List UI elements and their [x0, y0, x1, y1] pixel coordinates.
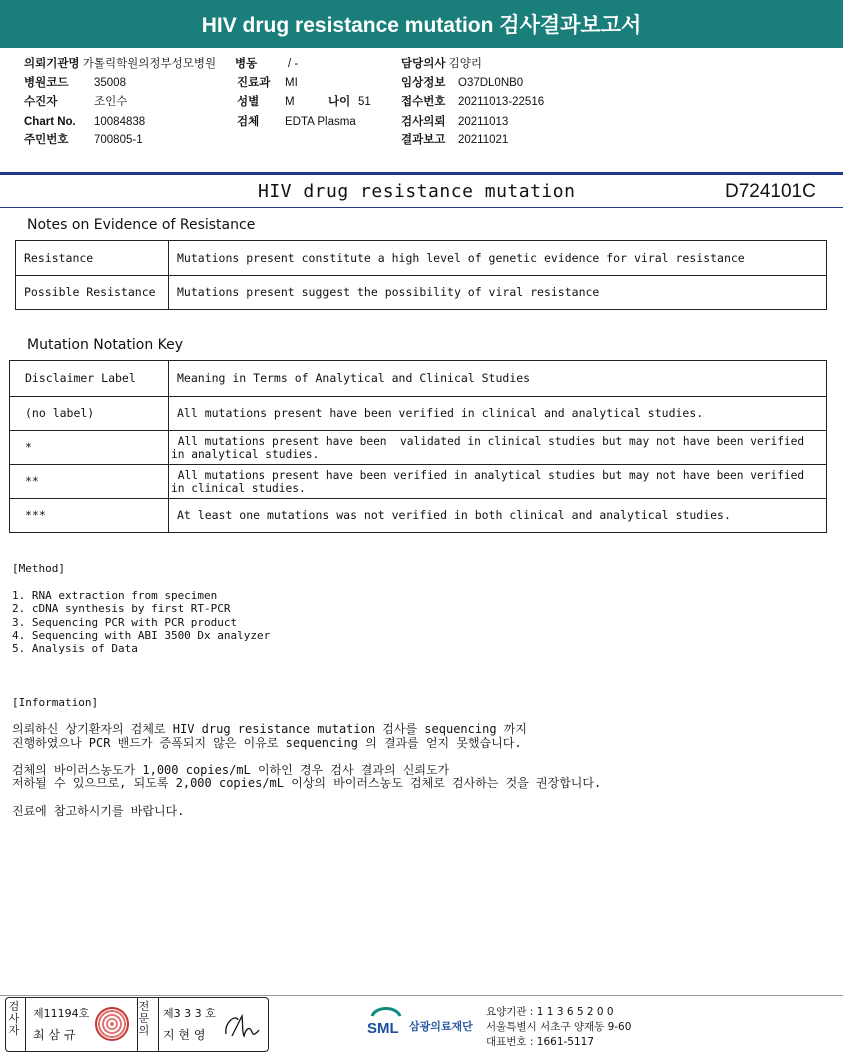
- key-label: (no label): [10, 397, 169, 431]
- information-heading: [Information]: [12, 696, 99, 709]
- information-text: 저하될 수 있으므로, 되도록 2,000 copies/mL 이상의 바이러스농도 검체로 검사하는 것을 권장합니다.: [12, 776, 602, 790]
- clinical-value: O37DL0NB0: [458, 77, 524, 89]
- age-value: 51: [358, 96, 371, 108]
- chart-label: Chart No.: [24, 116, 76, 128]
- table-row: [10, 431, 827, 465]
- notes-text: Mutations present suggest the possibility of viral resistance: [169, 276, 827, 310]
- resident-label: 주민번호: [24, 134, 69, 146]
- official-seal: [95, 1007, 129, 1041]
- address: 서울특별시 서초구 양재동 9-60: [486, 1021, 632, 1033]
- receipt-value: 20211013-22516: [458, 96, 545, 108]
- specialist-no: 제3 3 3 호: [163, 1007, 216, 1020]
- notes-table: [15, 240, 827, 310]
- key-heading: Mutation Notation Key: [27, 337, 184, 353]
- key-text: All mutations present have been verified in clinical and analytical studies.: [169, 397, 827, 431]
- notes-label: Possible Resistance: [16, 276, 169, 310]
- table-row: [10, 361, 827, 397]
- report-header-title: HIV drug resistance mutation 검사결과보고서: [201, 14, 642, 37]
- table-row: [16, 241, 827, 276]
- key-text: Meaning in Terms of Analytical and Clinical Studies: [169, 361, 827, 397]
- examiner-vertical-label: [8, 1001, 22, 1037]
- method-step: 3. Sequencing PCR with PCR product: [12, 616, 238, 629]
- chart-value: 10084838: [94, 116, 146, 128]
- ward-value: / -: [288, 58, 299, 70]
- recipient-label: 수진자: [24, 96, 58, 108]
- code-value: 35008: [94, 77, 126, 89]
- examiner-name: 최 삼 규: [33, 1028, 76, 1042]
- report-title: HIV drug resistance mutation: [258, 181, 576, 202]
- key-text: At least one mutations was not verified in both clinical and analytical studies.: [169, 499, 827, 533]
- institution-number: 요양기관 : 1 1 3 6 5 2 0 0: [486, 1006, 614, 1018]
- method-step: 4. Sequencing with ABI 3500 Dx analyzer: [12, 629, 271, 642]
- method-heading: [Method]: [12, 562, 65, 575]
- method-step: 5. Analysis of Data: [12, 642, 138, 655]
- header-rule-thin: [0, 207, 843, 208]
- examiner-vertical-text: 검사자: [8, 1000, 20, 1037]
- organization-contact: [486, 1005, 631, 1050]
- key-label: ***: [10, 499, 169, 533]
- sml-logo-text: SML: [367, 1020, 399, 1037]
- signature: [222, 1010, 262, 1042]
- specimen-value: EDTA Plasma: [285, 116, 356, 128]
- code-label: 병원코드: [24, 77, 69, 89]
- table-row: [16, 276, 827, 310]
- dept-label: 진료과: [237, 77, 271, 89]
- report-date-label: 결과보고: [401, 134, 446, 146]
- information-text: 검체의 바이러스농도가 1,000 copies/mL 이하인 경우 검사 결과의 신뢰도가: [12, 763, 450, 777]
- doctor-label: 담당의사: [401, 58, 446, 70]
- dept-value: MI: [285, 77, 298, 89]
- examiner-no: 제11194호: [33, 1007, 90, 1020]
- table-row: [10, 465, 827, 499]
- sml-logo-icon: [366, 1004, 406, 1042]
- key-text: All mutations present have been validated in clinical studies but may not have been verified in analytical studies.: [169, 431, 827, 465]
- notes-text: Mutations present constitute a high level of genetic evidence for viral resistance: [169, 241, 827, 276]
- recipient-value: 조인수: [94, 96, 128, 108]
- key-table: [9, 360, 827, 533]
- key-label: *: [10, 431, 169, 465]
- report-date-value: 20211021: [458, 134, 509, 146]
- key-label: Disclaimer Label: [10, 361, 169, 397]
- notes-heading: Notes on Evidence of Resistance: [27, 217, 256, 233]
- request-value: 20211013: [458, 116, 509, 128]
- report-code: D724101C: [725, 181, 816, 202]
- information-text: 진료에 참고하시기를 바랍니다.: [12, 804, 185, 818]
- notes-label: Resistance: [16, 241, 169, 276]
- sex-value: M: [285, 96, 295, 108]
- footer-rule: [0, 995, 843, 996]
- doctor-value: 김양리: [448, 58, 482, 70]
- hospital-value: 가톨릭학원의정부성모병원: [82, 58, 217, 70]
- sex-label: 성별: [237, 96, 260, 108]
- age-label: 나이: [328, 96, 351, 108]
- organization-name: 삼광의료재단: [409, 1020, 473, 1033]
- method-step: 2. cDNA synthesis by first RT-PCR: [12, 602, 231, 615]
- method-step: 1. RNA extraction from specimen: [12, 589, 218, 602]
- specialist-vertical-text: 전문의: [138, 1000, 150, 1037]
- request-label: 검사의뢰: [401, 116, 446, 128]
- receipt-label: 접수번호: [401, 96, 446, 108]
- header-rule-thick: [0, 172, 843, 175]
- specimen-label: 검체: [237, 116, 260, 128]
- clinical-label: 임상정보: [401, 77, 446, 89]
- information-text: 의뢰하신 상기환자의 검체로 HIV drug resistance mutation 검사를 sequencing 까지: [12, 722, 527, 736]
- information-text: 진행하였으나 PCR 밴드가 증폭되지 않은 이유로 sequencing 의 결과를 얻지 못했습니다.: [12, 736, 522, 750]
- table-row: [10, 499, 827, 533]
- hospital-label: 의뢰기관명: [24, 58, 80, 70]
- sml-logo-mark: [366, 1004, 406, 1038]
- specialist-vertical-label: [138, 1001, 152, 1037]
- patient-info: [0, 0, 843, 160]
- specialist-name: 지 현 영: [163, 1028, 206, 1042]
- table-row: [10, 397, 827, 431]
- phone: 대표번호 : 1661-5117: [486, 1036, 595, 1048]
- key-label: **: [10, 465, 169, 499]
- key-text: All mutations present have been verified in analytical studies but may not have been verified in clinical studies.: [169, 465, 827, 499]
- resident-value: 700805-1: [94, 134, 143, 146]
- ward-label: 병동: [235, 58, 258, 70]
